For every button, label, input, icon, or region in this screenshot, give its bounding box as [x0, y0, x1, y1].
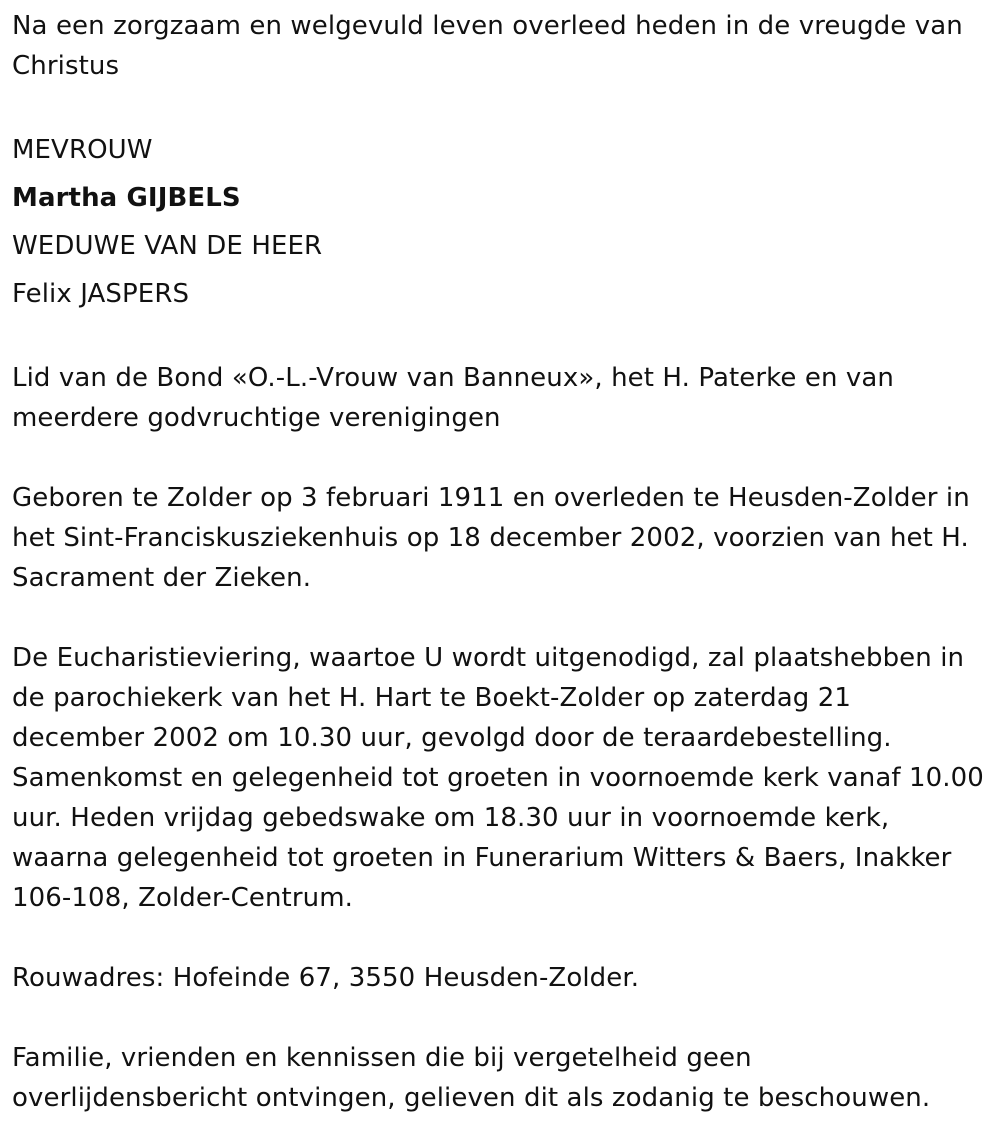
spacer	[12, 918, 988, 958]
birth-death-text: Geboren te Zolder op 3 februari 1911 en overleden te Heusden-Zolder in het Sint-Franciskusziekenhuis op 18 december 2002, voorzien van het H. Sacrament der Zieken.	[12, 483, 970, 593]
address-text: Rouwadres: Hofeinde 67, 3550 Heusden-Zolder.	[12, 963, 640, 993]
widow-of-label: WEDUWE VAN DE HEER	[12, 231, 323, 261]
spacer	[12, 998, 988, 1038]
closing-text: Familie, vrienden en kennissen die bij vergetelheid geen overlijdensbericht ontvingen, gelieven dit als zodanig te beschouwen.	[12, 1043, 931, 1113]
membership-text: Lid van de Bond «O.-L.-Vrouw van Banneux», het H. Paterke en van meerdere godvruchtige verenigingen	[12, 363, 894, 433]
name-block	[12, 126, 988, 318]
spacer	[12, 438, 988, 478]
deceased-name: Martha GIJBELS	[12, 183, 241, 213]
ceremony-text: De Eucharistieviering, waartoe U wordt uitgenodigd, zal plaatshebben in de parochiekerk van het H. Hart te Boekt-Zolder op zaterdag 21 december 2002 om 10.30 uur, gevolgd door de teraardebestelling. Samenkomst en gelegenheid tot groeten in voornoemde kerk vanaf 10.00 uur. Heden vrijdag gebedswake om 18.30 uur in voornoemde kerk, waarna gelegenheid tot groeten in Funerarium Witters & Baers, Inakker 106-108, Zolder-Centrum.	[12, 643, 984, 913]
spacer	[12, 598, 988, 638]
spouse-name: Felix JASPERS	[12, 279, 190, 309]
honorific: MEVROUW	[12, 135, 153, 165]
intro-text: Na een zorgzaam en welgevuld leven overleed heden in de vreugde van Christus	[12, 11, 963, 81]
spacer	[12, 318, 988, 358]
spacer	[12, 86, 988, 126]
